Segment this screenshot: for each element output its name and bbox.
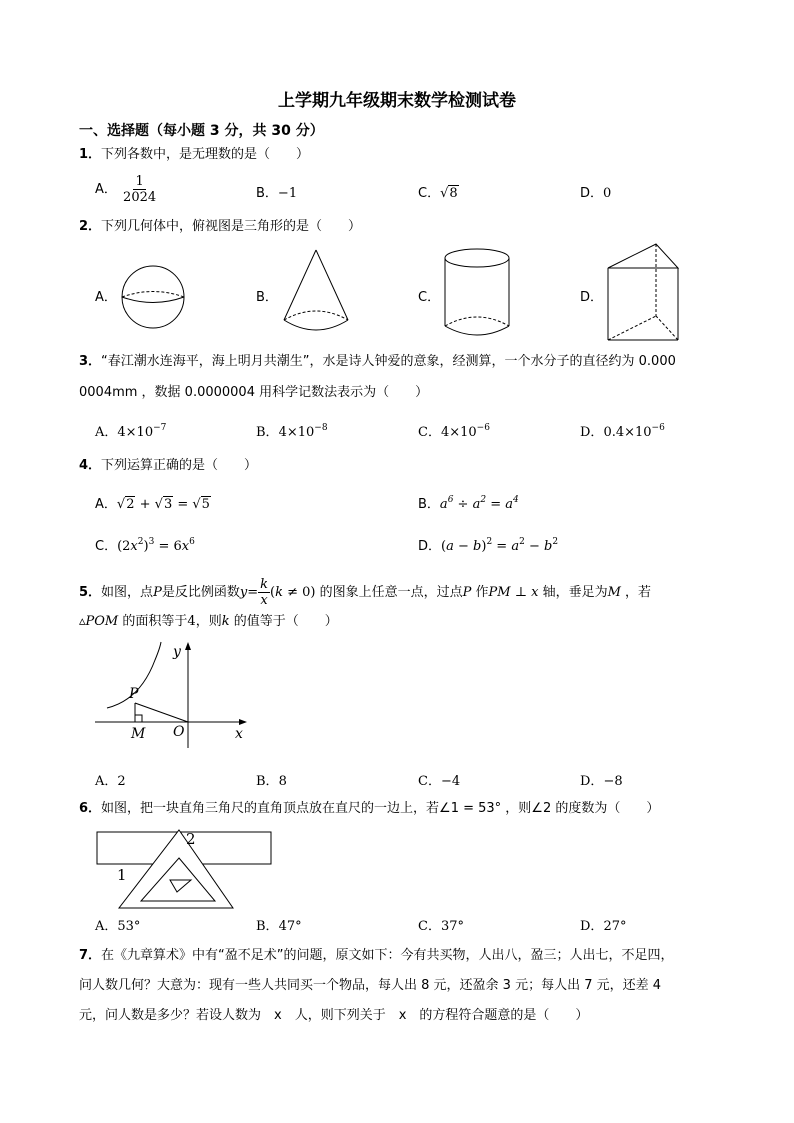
- section-heading: 一、选择题（每小题 3 分，共 30 分）: [79, 123, 324, 139]
- q4-option-b: B．$a^6 \div a^2 = a^4$: [418, 495, 519, 512]
- q1-option-b: [256, 182, 297, 201]
- exponent: −6: [651, 423, 665, 433]
- option-label: D．: [580, 774, 604, 789]
- question-number: 1．: [79, 147, 102, 162]
- question-7-line2: 问人数几何？大意为：现有一些人共同买一个物品，每人出 8 元，还盈余 3 元；每人出 7 元，还差 4: [79, 978, 662, 993]
- angle-2-label: 2: [186, 830, 196, 848]
- origin-label: O: [173, 724, 185, 740]
- q1-option-c: [418, 182, 459, 201]
- question-number: 7．: [79, 948, 102, 963]
- exponent: −8: [314, 423, 328, 433]
- sqrt-sign: √: [440, 186, 449, 201]
- question-3: [79, 353, 676, 371]
- option-label: C．: [418, 425, 441, 440]
- option-value: 8: [278, 774, 287, 789]
- option-label: B．: [256, 774, 279, 789]
- cylinder-figure: [442, 248, 512, 340]
- option-label: B．: [256, 186, 278, 201]
- sphere-figure: [118, 262, 188, 332]
- triangular-prism-figure: [606, 242, 682, 344]
- option-label: A．: [95, 919, 118, 934]
- denominator: 2024: [123, 190, 157, 205]
- question-1: [79, 146, 309, 164]
- question-5-line2: ▵POM 的面积等于4，则k 的值等于（ ）: [79, 614, 338, 629]
- option-value: 8: [449, 186, 458, 201]
- option-value: 4×10: [278, 425, 315, 440]
- q3-option-c: [418, 421, 490, 440]
- exponent: −6: [476, 423, 490, 433]
- option-value: −1: [277, 186, 298, 201]
- text: 如图，点: [101, 585, 154, 600]
- q3-option-a: [95, 421, 166, 440]
- fraction: $\frac{k}{x}$: [260, 577, 268, 608]
- q1-option-d: [580, 182, 611, 201]
- question-2: [79, 218, 361, 236]
- option-value: 47°: [278, 919, 302, 934]
- fraction: [121, 174, 158, 205]
- question-number: 5．: [79, 585, 102, 600]
- y-axis-label: y: [173, 644, 181, 660]
- question-text: 在《九章算术》中有“盈不足术”的问题，原文如下：今有共买物，人出八，盈三；人出七，不足四，: [101, 948, 674, 963]
- option-label: D．: [580, 186, 604, 201]
- option-value: 37°: [440, 919, 464, 934]
- x-axis-label: x: [235, 726, 243, 742]
- option-value: 4×10: [117, 425, 154, 440]
- option-value: −8: [603, 774, 623, 789]
- ruler-triangle-figure: [95, 828, 275, 910]
- q4-option-d: D．$(a - b)^2 = a^2 - b^2$: [418, 537, 559, 554]
- option-value: 4×10: [440, 425, 477, 440]
- option-value: 53°: [117, 919, 141, 934]
- q6-option-d: [580, 915, 626, 934]
- numerator: 1: [135, 174, 144, 189]
- page-title: 上学期九年级期末数学检测试卷: [278, 91, 516, 111]
- option-label: D．: [580, 425, 604, 440]
- option-value: 2: [117, 774, 126, 789]
- option-label: B．: [256, 919, 279, 934]
- option-label: A．: [95, 182, 117, 197]
- option-value: 0: [603, 186, 612, 201]
- option-label: C．: [418, 774, 441, 789]
- option-label: C．: [95, 539, 118, 554]
- question-text: 下列各数中，是无理数的是（ ）: [101, 147, 310, 162]
- q4-option-c: C．$(2x^2)^3 = 6x^6$: [95, 537, 195, 554]
- option-label: B．: [256, 425, 279, 440]
- angle-1-label: 1: [117, 866, 127, 884]
- hyperbola-figure: [95, 640, 255, 750]
- question-number: 3．: [79, 354, 102, 369]
- option-label: A．: [95, 774, 118, 789]
- text: 的值等于（ ）: [233, 614, 338, 629]
- option-label: A．: [95, 425, 118, 440]
- q5-option-d: [580, 770, 623, 789]
- point-m-label: M: [131, 726, 146, 742]
- q3-option-d: [580, 421, 665, 440]
- text: 的图象上任意一点，过点: [319, 585, 463, 600]
- question-5: 5．如图，点P是反比例函数y= $\frac{k}{x}$ (k ≠ 0) 的图象上任意一点，过点P 作PM ⊥ x 轴，垂足为M ，若: [79, 577, 652, 608]
- question-6: [79, 800, 659, 818]
- option-label: A．: [95, 290, 117, 305]
- option-label: C．: [418, 290, 441, 305]
- question-text: “春江潮水连海平，海上明月共潮生”，水是诗人钟爱的意象，经测算，一个水分子的直径约为 0.000: [101, 354, 676, 369]
- q3-option-b: [256, 421, 328, 440]
- text: 作: [475, 585, 489, 600]
- option-label: A．: [95, 497, 117, 512]
- option-label: D．: [418, 539, 442, 554]
- option-label: D．: [580, 290, 604, 305]
- cone-figure: [280, 248, 352, 338]
- q6-option-c: [418, 915, 464, 934]
- option-value: −4: [440, 774, 461, 789]
- text: 轴，垂足为: [542, 585, 608, 600]
- question-number: 4．: [79, 458, 102, 473]
- option-label: D．: [580, 919, 604, 934]
- option-value: 27°: [603, 919, 627, 934]
- option-value: 0.4×10: [603, 425, 652, 440]
- question-text: 下列几何体中，俯视图是三角形的是（ ）: [101, 219, 362, 234]
- question-7-line3: 元，问人数是多少？若设人数为 x 人，则下列关于 x 的方程符合题意的是（ ）: [79, 1008, 589, 1023]
- question-text: 下列运算正确的是（ ）: [101, 458, 258, 473]
- text: 是反比例函数: [161, 585, 240, 600]
- point-p-label: P: [129, 686, 139, 702]
- option-label: C．: [418, 919, 441, 934]
- question-number: 6．: [79, 801, 102, 816]
- text: ，若: [625, 585, 652, 600]
- q5-option-b: [256, 770, 287, 789]
- option-label: B．: [418, 497, 440, 512]
- q5-option-c: [418, 770, 460, 789]
- q1-option-a: [95, 174, 158, 205]
- text: ，则: [195, 614, 222, 629]
- option-label: B．: [256, 290, 278, 305]
- q6-option-a: [95, 915, 140, 934]
- question-3-line2: 0004mm ，数据 0.0000004 用科学记数法表示为（ ）: [79, 385, 429, 400]
- text: 的面积等于: [122, 614, 188, 629]
- exponent: −7: [153, 423, 167, 433]
- question-text: 如图，把一块直角三角尺的直角顶点放在直尺的一边上，若∠1 = 53° ，则∠2 的度数为（ ）: [101, 801, 660, 816]
- q5-option-a: [95, 770, 126, 789]
- q6-option-b: [256, 915, 302, 934]
- question-4: [79, 457, 257, 475]
- option-label: C．: [418, 186, 441, 201]
- question-7: [79, 947, 674, 965]
- question-number: 2．: [79, 219, 102, 234]
- q4-option-a: A．√2 + √3 = √5: [95, 497, 210, 512]
